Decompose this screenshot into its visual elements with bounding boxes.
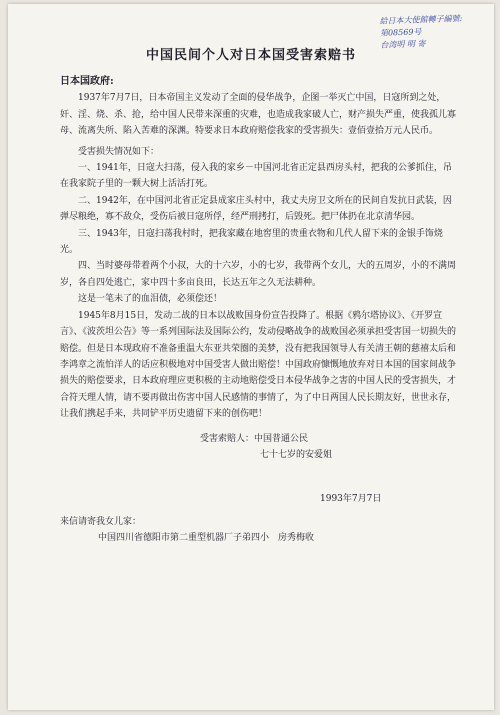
loss-item-3: 三、1943年，日寇扫荡我村时，把我家藏在地窖里的贵重衣物和几代人留下来的金银手饰烧光。 [60,228,443,256]
document-title: 中国民间个人对日本国受害索赔书 [145,48,356,63]
loss-item-2: 二、1942年，在中国河北省正定县成家庄头村中，我丈夫房卫文所在的民间自发抗日武装，因弹尽粮绝，寡不敌众，受伤后被日寇所俘，经严刑拷打，后毁死。把尸体扔在北京清华园。 [60,195,452,223]
letter-body [60,74,456,547]
paragraph-1945: 1945年8月15日，发动二战的日本以战败国身份宣告投降了。根据《鸦尔塔协议》、《开罗宣言》、《波茨坦公告》等一系列国际法及国际公约，发动侵略战争的战败国必须承担受害国一切损失的赔偿。但是日本现政府不准备重温大东亚共荣圈的美梦，没有把我国领导人有关清王朝的慈禧太后和李鸿章之流怕洋人的话应积极地对中国受害人做出赔偿！中国政府慷慨地放弃对日本国的国家间战争损失的赔偿要求，日本政府理应更积极的主动地赔偿受日本侵华战争之害的中国人民的受害损失，才合符天理人情，请不要再做出伤害中国人民感情的事情了，为了中日两国人民长期友好，世世永存，让我们携起手来，共同铲平历史遗留下来的创伤吧！ [60,310,457,420]
mail-address: 中国四川省德阳市第二重型机器厂子弟四小 房秀梅收 [98,533,315,544]
letter-date: 1993年7月7日 [320,494,382,505]
letter-page [8,4,494,710]
losses-intro: 受害损失情况如下： [78,146,160,157]
loss-item-4: 四、当时婆母带着两个小叔，大的十六岁，小的七岁，我带两个女儿，大的五周岁，小的不满周岁，各自四处逃亡，家中四十多亩良田，长达五年之久无法耕种。 [60,261,457,288]
salutation: 日本国政府: [60,76,114,87]
claimant-name: 七十七岁的安爱姐 [260,449,333,460]
claimant-label: 受害索赔人：中国普通公民 [200,433,309,444]
mail-label: 来信请寄我女儿家： [60,516,142,527]
handwritten-line: 給日本大使館轉子編號: [379,13,463,26]
closing-line: 这是一笔未了的血泪债，必须偿还！ [78,294,223,305]
loss-item-1: 一、1941年，日寇大扫荡，侵入我的家乡－中国河北省正定县西房头村，把我的公爹抓住，吊在我家院子里的一颗大树上活活打死。 [60,163,452,190]
handwritten-line: 台湾明 明 寄 [380,39,426,50]
handwritten-line: 第08569号 [379,27,422,38]
paragraph-1937: 1937年7月7日，日本帝国主义发动了全面的侵华战争，企图一举灭亡中国，日寇所到之处，奸、淫、烧、杀、抢，给中国人民带来深重的灾难，也造成我家破人亡，财产损失严重，使我孤儿寡母、流离失所、陷入苦难的深渊。特要求日本政府赔偿我家的受害损失：壹佰壹拾万元人民币。 [60,93,457,137]
